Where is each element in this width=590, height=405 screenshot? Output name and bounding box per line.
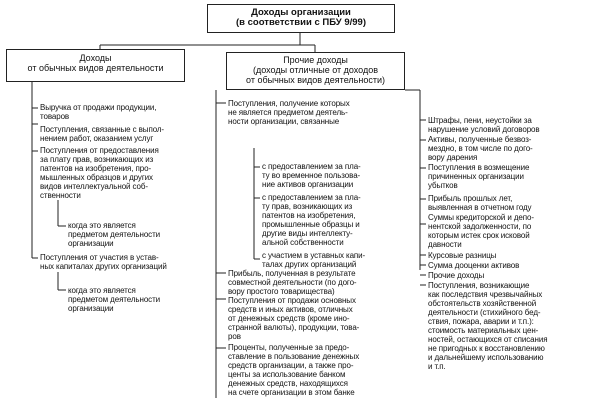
item-text-line: Прибыль прошлых лет, [428,194,513,203]
item-text-line: патентов на изобретения, [262,211,356,220]
income-root-subtitle: (в соответствии с ПБУ 9/99) [236,17,366,28]
other-item [428,194,531,212]
other-item [428,271,484,280]
item-text-line: средств организации, а также про- [228,361,354,370]
item-text-line: ственности [40,191,81,200]
other-income-subtitle-2: от обычных видов деятельности) [246,75,385,85]
item-text-line: Выручка от продажи продукции, [40,103,157,112]
item-text-line: как последствия чрезвычайных [428,290,543,299]
item-text-line: от денежных средств (кроме ино- [228,314,350,323]
item-text-line: обстоятельств хозяйственной [428,299,537,308]
item-text-line: когда это является [68,221,136,230]
item-text-line: видов интеллектуальной соб- [40,182,148,191]
item-text-line: вору дарения [428,153,478,162]
item-text-line: нарушение условий договоров [428,125,540,134]
item-text-line: деятельности (стихийного бед- [428,308,541,317]
item-text-line: когда это является [68,286,136,295]
item-text-line: не пригодных к восстановлению [428,344,545,353]
item-text-line: вору простого товарищества) [228,287,335,296]
ordinary-income-subtitle: от обычных видов деятельности [27,63,164,73]
item-text-line: убытков [428,181,458,190]
other-subitem [262,251,365,269]
item-text-line: за плату прав, возникающих из [40,155,154,164]
item-text-line: которым истек срок исковой [428,231,530,240]
item-text-line: альной собственности [262,238,344,247]
item-text-line: с предоставлением за пла- [262,162,361,171]
item-text-line: предметом деятельности [68,295,160,304]
item-text-line: организации [68,304,114,313]
item-text-line: и т.п. [428,362,446,371]
item-text-line: Поступления от продажи основных [228,296,356,305]
other-item [428,135,533,162]
item-text-line: Поступления от участия в устав- [40,253,159,262]
item-text-line: центы за использование банком [228,370,346,379]
item-text-line: Суммы кредиторской и депо- [428,213,534,222]
item-text-line: ностей, остающихся от списания [428,335,548,344]
other-item [428,213,534,249]
item-text-line: предметом деятельности [68,230,160,239]
ordinary-income-title: Доходы [79,53,112,63]
item-text-line: нением работ, оказанием услуг [40,134,154,143]
item-text-line: средств и иных активов, отличных [228,305,353,314]
item-text-line: Курсовые разницы [428,251,497,260]
item-text-line: ту во временное пользова- [262,171,361,180]
item-text-line: ставление в пользование денежных [228,352,360,361]
item-text-line: патентов на изобретения, про- [40,164,152,173]
item-text-line: Прочие доходы [428,271,485,280]
item-text-line: Штрафы, пени, неустойки за [428,116,532,125]
ordinary-item [40,253,167,271]
other-item [428,163,529,190]
item-text-line: организации [68,239,114,248]
item-text-line: денежных средств, находящихся [228,379,348,388]
item-text-line: мышленных образцов и других [40,173,153,182]
other-item [228,99,350,126]
other-item [228,269,356,296]
item-text-line: совместной деятельности (по дого- [228,278,357,287]
item-text-line: талах других организаций [262,260,357,269]
income-root-title: Доходы организации [251,7,351,18]
item-text-line: ту прав, возникающих из [262,202,353,211]
other-income-title: Прочие доходы [283,55,348,65]
item-text-line: стоимость материальных цен- [428,326,539,335]
item-text-line: промышленные образцы и [262,220,360,229]
item-text-line: Прибыль, полученная в результате [228,269,356,278]
item-text-line: с участием в уставных капи- [262,251,366,260]
ordinary-item [40,125,164,143]
item-text-line: ных капиталах других организаций [40,262,167,271]
item-text-line: Сумма дооценки активов [428,261,520,270]
item-text-line: Проценты, полученные за предо- [228,343,350,352]
ordinary-item [40,103,156,121]
item-text-line: ров [228,332,241,341]
item-text-line: нентской задолженности, по [428,222,532,231]
other-item [428,251,496,260]
item-text-line: Поступления от предоставления [40,146,159,155]
other-subitem [262,162,361,189]
item-text-line: Поступления, связанные с выпол- [40,125,164,134]
item-text-line: ствия, пожара, аварии и т.п.): [428,317,534,326]
item-text-line: другие виды интеллекту- [262,229,353,238]
item-text-line: Поступления, получение которых [228,99,350,108]
other-item [428,261,519,270]
other-item [428,281,547,371]
income-root-box [207,4,395,33]
item-text-line: выявленная в отчетном году [428,203,532,212]
ordinary-condition [68,221,160,248]
item-text-line: и дальнейшему использованию [428,353,544,362]
item-text-line: Поступления в возмещение [428,163,530,172]
other-income-box [226,52,405,90]
item-text-line: Поступления, возникающие [428,281,530,290]
item-text-line: не является предметом деятель- [228,108,348,117]
item-text-line: товаров [40,112,70,121]
ordinary-condition [68,286,160,313]
item-text-line: причиненных организации [428,172,524,181]
other-item [228,296,359,341]
ordinary-income-box [6,49,185,82]
other-item [428,116,540,134]
ordinary-item [40,146,159,200]
other-subitem [262,193,361,247]
item-text-line: на счете организации в этом банке [228,388,355,397]
other-income-subtitle-1: (доходы отличные от доходов [252,65,379,75]
item-text-line: с предоставлением за пла- [262,193,361,202]
item-text-line: мездно, в том числе по дого- [428,144,533,153]
item-text-line: ние активов организации [262,180,354,189]
item-text-line: странной валюты), продукции, това- [228,323,360,332]
item-text-line: ности организации, связанные [228,117,340,126]
item-text-line: давности [428,240,462,249]
other-item [228,343,359,397]
item-text-line: Активы, полученные безвоз- [428,135,532,144]
